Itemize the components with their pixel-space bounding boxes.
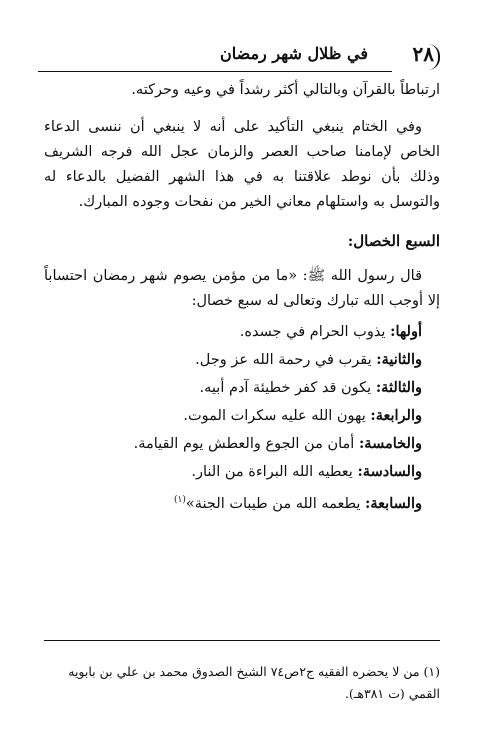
running-title: في ظلال شهر رمضان bbox=[219, 44, 368, 63]
trait-text: يقرب في رحمة الله عز وجل. bbox=[195, 352, 377, 368]
trait-label: والسابعة: bbox=[365, 494, 422, 512]
list-item bbox=[44, 458, 422, 486]
list-item bbox=[44, 486, 422, 518]
trait-label: والرابعة: bbox=[370, 407, 422, 424]
trait-text: يكون قد كفر خطيئة آدم أبيه. bbox=[199, 380, 376, 396]
trait-label: والسادسة: bbox=[357, 463, 422, 480]
list-item bbox=[44, 374, 422, 402]
trait-label: والخامسة: bbox=[358, 435, 422, 452]
trait-text: يذوب الحرام في جسده. bbox=[239, 324, 391, 340]
page-number: ٢٨ bbox=[412, 42, 434, 66]
trait-label: والثالثة: bbox=[375, 379, 422, 396]
trait-label: أولها: bbox=[390, 323, 422, 340]
header-rule bbox=[38, 71, 392, 72]
footnote: (١) من لا يحضره الفقيه ج٢ص٧٤ الشيخ الصدوق محمد بن علي بن بابويه القمي (ت ٣٨١هـ). bbox=[68, 663, 440, 701]
footnote-reference[interactable]: (١) bbox=[174, 495, 186, 505]
trait-text: يطعمه الله من طيبات الجنة» bbox=[185, 495, 366, 512]
trait-text: يعطيه الله البراءة من النار. bbox=[191, 464, 358, 480]
page-body bbox=[44, 78, 440, 518]
list-item bbox=[44, 402, 422, 430]
trait-text: يهون الله عليه سكرات الموت. bbox=[183, 408, 371, 424]
list-item bbox=[44, 346, 422, 374]
hadith-quote: قال رسول الله ﷺ: «ما من مؤمن يصوم شهر رمضان احتساباً إلا أوجب الله تبارك وتعالى له سبع خصال: bbox=[44, 268, 440, 309]
list-item bbox=[44, 430, 422, 458]
footnote-rule bbox=[44, 640, 440, 641]
traits-list bbox=[44, 318, 440, 518]
page-header bbox=[38, 38, 438, 72]
trait-label: والثانية: bbox=[376, 351, 422, 368]
list-item bbox=[44, 318, 422, 346]
section-heading: السبع الخصال: bbox=[347, 232, 440, 250]
paragraph-2: وفي الختام ينبغي التأكيد على أنه لا ينبغي أن ننسى الدعاء الخاص لإمامنا صاحب العصر والزمان عجل الله فرجه الشريف وذلك بأن نوطد علاقتنا به في هذا الشهر الفضيل بالدعاء له والتوسل به واستلهام معاني الخير من نفحات وجوده المبارك. bbox=[44, 119, 440, 210]
paragraph-1: ارتباطاً بالقرآن وبالتالي أكثر رشداً في وعيه وحركته. bbox=[131, 82, 440, 98]
trait-text: أمان من الجوع والعطش يوم القيامة. bbox=[133, 436, 359, 452]
